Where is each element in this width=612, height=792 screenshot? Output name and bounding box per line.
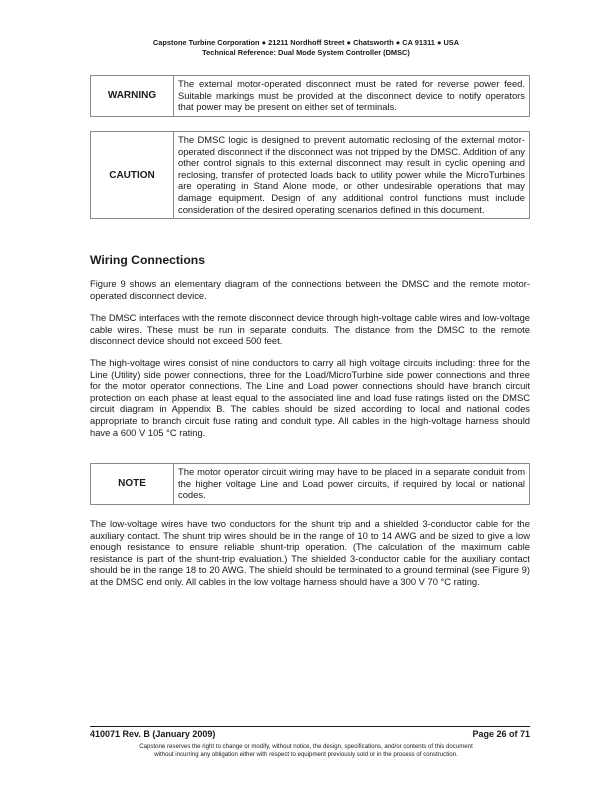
footer-document-revision: 410071 Rev. B (January 2009) bbox=[90, 729, 216, 739]
section-heading: Wiring Connections bbox=[90, 253, 205, 267]
caution-box bbox=[90, 131, 530, 219]
paragraph-low-voltage: The low-voltage wires have two conductors for the shunt trip and a shielded 3-conductor cable for the auxiliary contact. The shunt trip wires should be in the range of 10 to 14 AWG and be sized to give a low enough resistance to ensure reliable shunt-trip operation. (The calculation of the maximum cable resistance is part of the shunt-trip evaluation.) The shielded 3-conductor cable for the auxiliary contact should be in the range 18 to 20 AWG. The shield should be terminated to a ground terminal (see Figure 9) at the DMSC end only. All cables in the low voltage harness should have a 300 V 70 °C rating. bbox=[90, 518, 530, 587]
page-header bbox=[0, 38, 612, 58]
note-text: The motor operator circuit wiring may have to be placed in a separate conduit from the higher voltage Line and Load power circuits, if required by local or national codes. bbox=[174, 464, 530, 505]
warning-text: The external motor-operated disconnect must be rated for reverse power feed. Suitable markings must be provided at the disconnect device to notify operators that power may be present on either set of terminals. bbox=[174, 76, 530, 117]
paragraph-interfaces: The DMSC interfaces with the remote disconnect device through high-voltage cable wires and low-voltage cable wires. These must be run in separate conduits. The distance from the DMSC to the remote disconnect device should not exceed 500 feet. bbox=[90, 312, 530, 347]
disclaimer-line-1: Capstone reserves the right to change or modify, without notice, the design, specifications, and/or contents of this document bbox=[139, 743, 473, 750]
caution-text: The DMSC logic is designed to prevent automatic reclosing of the external motor-operated disconnect if the disconnect was not tripped by the DMSC. Addition of any other control signals to this external disconnect may result in cyclic opening and reclosing, transfer of protected loads back to utility power while the MicroTurbines are operating in Stand Alone mode, or other undesirable operations that may damage equipment. Design of any additional control functions must include consideration of the desired operating scenarios defined in this document. bbox=[174, 132, 530, 219]
paragraph-figure-reference: Figure 9 shows an elementary diagram of the connections between the DMSC and the remote motor-operated disconnect device. bbox=[90, 278, 530, 301]
footer-page-number: Page 26 of 71 bbox=[472, 729, 530, 739]
header-company-line: Capstone Turbine Corporation ● 21211 Nordhoff Street ● Chatsworth ● CA 91311 ● USA bbox=[152, 38, 460, 47]
warning-box bbox=[90, 75, 530, 117]
footer-divider bbox=[90, 726, 530, 727]
warning-label: WARNING bbox=[91, 76, 174, 117]
note-label: NOTE bbox=[91, 464, 174, 505]
header-document-title: Technical Reference: Dual Mode System Controller (DMSC) bbox=[202, 48, 410, 57]
note-box bbox=[90, 463, 530, 505]
caution-label: CAUTION bbox=[91, 132, 174, 219]
paragraph-high-voltage: The high-voltage wires consist of nine conductors to carry all high voltage circuits including: three for the Line (Utility) side power connections, three for the Load/MicroTurbine side power connections and three for the motor operator connections. The Line and Load power connections should have branch circuit protection on each phase at least equal to the associated line and load fuse ratings listed on the DMSC circuit diagram in Appendix B. The cables should be sized according to local and national codes appropriate to branch circuit fuse rating and conduit type. All cables in the high-voltage harness should have a 600 V 105 °C rating. bbox=[90, 357, 530, 438]
disclaimer-line-2: without incurring any obligation either with respect to equipment previously sold or in the process of construction. bbox=[154, 751, 458, 758]
footer-disclaimer bbox=[0, 743, 612, 759]
